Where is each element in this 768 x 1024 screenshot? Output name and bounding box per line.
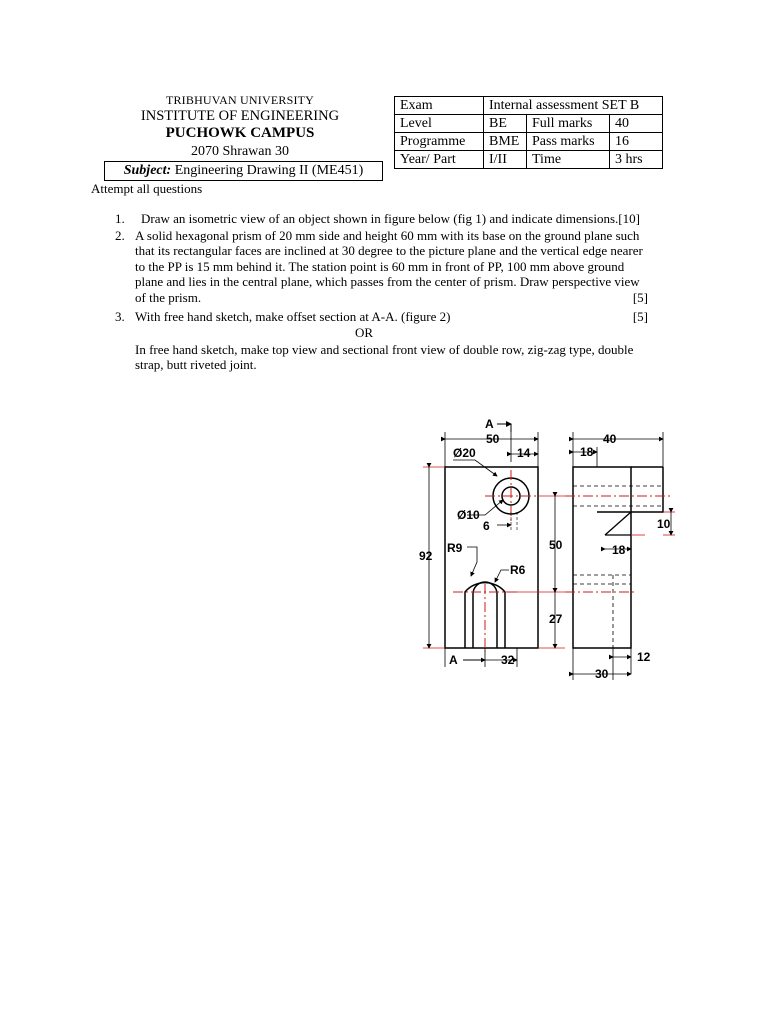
table-cell: 16 — [610, 133, 663, 151]
question-line: strap, butt riveted joint. — [135, 357, 257, 373]
section-label-a: A — [485, 417, 494, 431]
institute-name: INSTITUTE OF ENGINEERING — [140, 108, 340, 124]
question-line: that its rectangular faces are inclined at 30 degree to the picture plane and the vertical edge nearer — [135, 243, 643, 259]
subject-box — [104, 161, 383, 181]
dimension-label: 30 — [595, 667, 609, 681]
question-line: In free hand sketch, make top view and sectional front view of double row, zig-zag type, double — [135, 342, 634, 357]
dimension-label: 18 — [612, 543, 626, 557]
table-cell: Programme — [395, 133, 484, 151]
dimension-label: 6 — [483, 519, 490, 533]
table-cell: 40 — [610, 115, 663, 133]
dimension-label: 92 — [419, 549, 433, 563]
dimension-label: 27 — [549, 612, 563, 626]
question-number: 3. — [115, 309, 125, 324]
dimension-label: 10 — [657, 517, 671, 531]
instructions: Attempt all questions — [91, 181, 203, 196]
question-number: 2. — [115, 228, 125, 243]
leader-line — [495, 570, 509, 582]
dimension-label: 50 — [549, 538, 563, 552]
exam-date: 2070 Shrawan 30 — [191, 144, 289, 159]
front-view — [423, 424, 565, 667]
section-label-a: A — [449, 653, 458, 667]
table-cell: Internal assessment SET B — [484, 97, 663, 115]
table-row — [395, 115, 663, 133]
side-outline — [573, 467, 631, 648]
or-text: OR — [355, 325, 374, 340]
question-marks: [5] — [632, 309, 648, 324]
table-cell: 3 hrs — [610, 151, 663, 169]
dimension-label: 18 — [580, 445, 594, 459]
dimension-label: 40 — [603, 432, 617, 446]
question-line: to the PP is 15 mm behind it. The station point is 60 mm in front of PP, 100 mm above ground — [135, 258, 625, 274]
subject-label: Subject: — [123, 163, 172, 178]
question-line: A solid hexagonal prism of 20 mm side and height 60 mm with its base on the ground plane such — [135, 228, 640, 243]
question-line: plane and lies in the central plane, which passes from the center of prism. Draw perspective view — [135, 274, 640, 290]
dimension-label: Ø10 — [457, 508, 480, 522]
leader-line — [467, 547, 477, 576]
university-name: TRIBHUVAN UNIVERSITY — [165, 93, 315, 107]
table-cell: Year/ Part — [395, 151, 484, 169]
question-text — [135, 228, 677, 305]
question-marks: [5] — [632, 290, 648, 305]
table-cell: I/II — [484, 151, 527, 169]
dimension-label: 50 — [486, 432, 500, 446]
question-line: of the prism. — [135, 289, 202, 305]
dimension-label: 12 — [637, 650, 651, 664]
engineering-drawing-figure — [405, 412, 685, 687]
question-text: With free hand sketch, make offset section at A-A. (figure 2) — [135, 309, 451, 324]
table-cell: BME — [484, 133, 527, 151]
table-cell: Full marks — [527, 115, 610, 133]
subject-value: Engineering Drawing II (ME451) — [174, 163, 364, 178]
exam-info-table — [394, 96, 663, 169]
table-cell: Level — [395, 115, 484, 133]
dimension-label: 14 — [517, 446, 531, 460]
table-cell: Time — [527, 151, 610, 169]
table-row — [395, 97, 663, 115]
leader-line — [453, 460, 497, 476]
dimension-label: 32 — [501, 653, 515, 667]
question-number: 1. — [115, 211, 125, 226]
side-boss — [597, 467, 663, 512]
table-row — [395, 151, 663, 169]
front-outline — [445, 467, 538, 648]
dimension-label: Ø20 — [453, 446, 476, 460]
question-text: Draw an isometric view of an object shown in figure below (fig 1) and indicate dimensions.[10] — [141, 211, 640, 226]
table-row — [395, 133, 663, 151]
dimension-label: R9 — [447, 541, 463, 555]
campus-name: PUCHOWK CAMPUS — [165, 125, 315, 141]
alt-question-text — [135, 342, 677, 373]
table-cell: BE — [484, 115, 527, 133]
taper-line — [605, 512, 631, 535]
table-cell: Pass marks — [527, 133, 610, 151]
dimension-label: R6 — [510, 563, 526, 577]
table-cell: Exam — [395, 97, 484, 115]
